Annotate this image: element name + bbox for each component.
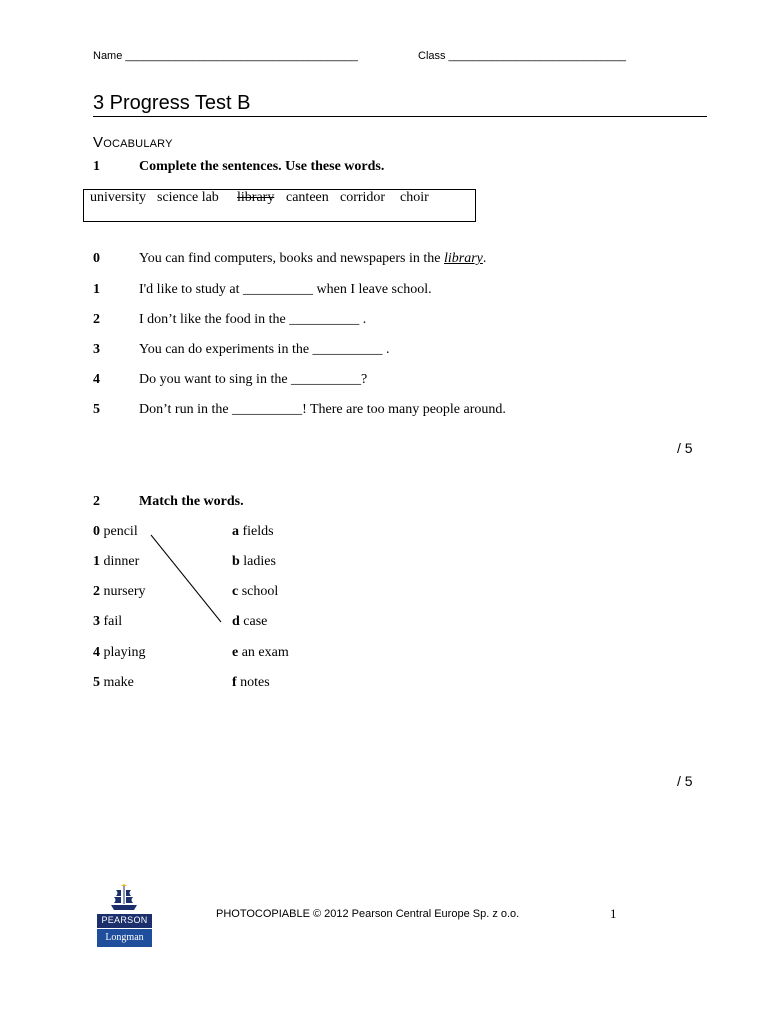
sentence-text: You can find computers, books and newspapers in the: [139, 251, 444, 266]
match-right-letter: c: [232, 584, 239, 599]
match-left-item[interactable]: [93, 524, 138, 540]
page-number: 1: [610, 906, 617, 921]
match-left-item[interactable]: [93, 614, 122, 630]
class-field-label: Class _____________________________: [418, 50, 626, 62]
match-right-word: school: [241, 584, 279, 599]
match-left-word: playing: [103, 645, 146, 660]
title-underline: [93, 116, 707, 117]
sentence-text-end: .: [482, 251, 487, 266]
sentence-with-gap[interactable]: You can do experiments in the __________ .: [139, 342, 390, 357]
match-left-number: 4: [93, 645, 100, 660]
match-left-number: 2: [93, 584, 100, 599]
match-left-word: nursery: [103, 584, 146, 599]
match-left-item[interactable]: [93, 584, 146, 600]
match-left-word: dinner: [103, 554, 140, 569]
match-connector-line: [151, 535, 221, 622]
item-number: 0: [93, 251, 100, 266]
match-right-word: notes: [240, 675, 270, 690]
item-number: 2: [93, 312, 100, 327]
match-right-item[interactable]: [232, 614, 267, 630]
match-left-item[interactable]: [93, 645, 146, 661]
match-left-word: make: [103, 675, 134, 690]
word-box-item: choir: [400, 190, 429, 205]
match-left-number: 1: [93, 554, 100, 569]
match-right-word: an exam: [241, 645, 289, 660]
match-right-item[interactable]: [232, 554, 276, 570]
example-answer: library: [443, 251, 483, 266]
sentence-with-gap[interactable]: Don’t run in the __________! There are too many people around.: [139, 402, 506, 417]
match-left-number: 3: [93, 614, 100, 629]
sentence-with-gap[interactable]: I'd like to study at __________ when I leave school.: [139, 282, 432, 297]
item-number: 4: [93, 372, 100, 387]
match-right-letter: f: [232, 675, 237, 690]
match-right-letter: b: [232, 554, 240, 569]
match-right-word: case: [243, 614, 268, 629]
match-left-number: 0: [93, 524, 100, 539]
pearson-longman-logo: [97, 884, 152, 947]
exercise-2-instruction: Match the words.: [139, 494, 244, 509]
match-right-item[interactable]: [232, 524, 274, 540]
match-right-item[interactable]: [232, 584, 278, 600]
exercise-2-score: / 5: [677, 773, 693, 789]
word-box-item: canteen: [286, 190, 329, 205]
logo-text-longman: Longman: [105, 932, 144, 943]
word-box-item-crossed: library: [237, 190, 275, 205]
word-box-item: university: [90, 190, 146, 205]
match-right-letter: e: [232, 645, 239, 660]
match-right-item[interactable]: [232, 645, 289, 661]
item-number: 5: [93, 402, 100, 417]
logo-text-pearson: PEARSON: [101, 915, 148, 925]
exercise-1-score: / 5: [677, 440, 693, 456]
match-right-item[interactable]: [232, 675, 270, 691]
exercise-1-instruction: Complete the sentences. Use these words.: [139, 159, 385, 174]
word-box-item: science lab: [157, 190, 219, 205]
page-title: 3 Progress Test B: [93, 92, 251, 114]
match-left-item[interactable]: [93, 675, 134, 691]
match-right-word: ladies: [243, 554, 276, 569]
exercise-1-number: 1: [93, 159, 100, 174]
match-right-letter: d: [232, 614, 240, 629]
match-left-number: 5: [93, 675, 100, 690]
name-field-label: Name ______________________________________: [93, 50, 358, 62]
match-left-word: fail: [103, 614, 123, 629]
copyright-notice: PHOTOCOPIABLE © 2012 Pearson Central Europe Sp. z o.o.: [216, 908, 520, 920]
section-heading: Vocabulary: [93, 134, 173, 151]
exercise-2-number: 2: [93, 494, 100, 509]
example-sentence: [139, 251, 486, 267]
match-right-word: fields: [242, 524, 274, 539]
sentence-with-gap[interactable]: Do you want to sing in the __________?: [139, 372, 368, 387]
word-box-item: corridor: [340, 190, 386, 205]
item-number: 1: [93, 282, 100, 297]
match-left-word: pencil: [103, 524, 138, 539]
match-right-letter: a: [232, 524, 239, 539]
match-left-item[interactable]: [93, 554, 139, 570]
item-number: 3: [93, 342, 100, 357]
sentence-with-gap[interactable]: I don’t like the food in the __________ .: [139, 312, 367, 327]
